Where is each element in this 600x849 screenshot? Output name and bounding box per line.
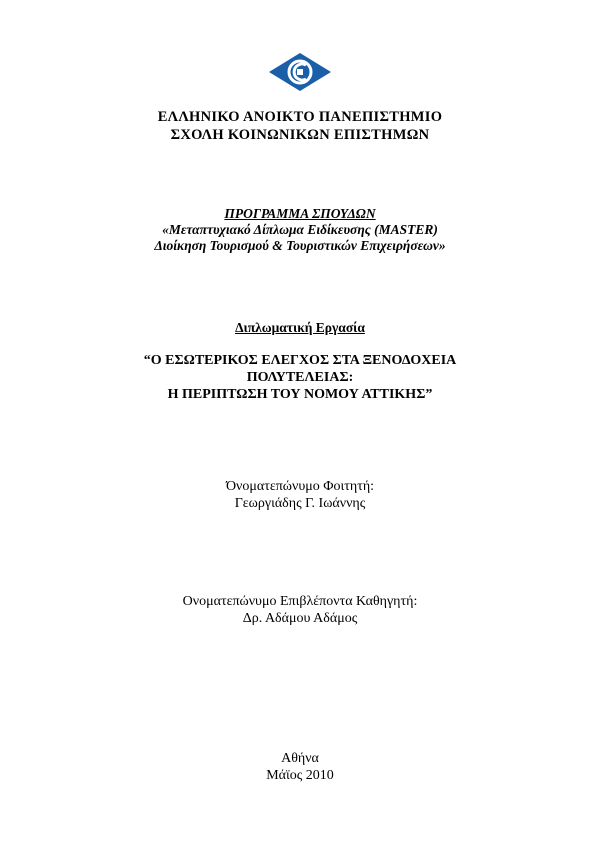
- program-line-2: Διοίκηση Τουρισμού & Τουριστικών Επιχειρήσεων»: [154, 238, 446, 253]
- supervisor-label: Ονοματεπώνυμο Επιβλέποντα Καθηγητή:: [182, 594, 418, 609]
- supervisor-name: Δρ. Αδάμου Αδάμος: [242, 611, 358, 626]
- student-name: Γεωργιάδης Γ. Ιωάννης: [234, 496, 366, 511]
- student-label: Όνοματεπώνυμο Φοιτητή:: [225, 479, 375, 494]
- program-line-1: «Μεταπτυχιακό Δίπλωμα Ειδίκευσης (MASTER): [162, 222, 438, 237]
- thesis-title-line-2: ΠΟΛΥΤΕΛΕΙΑΣ:: [246, 370, 354, 385]
- thesis-label: Διπλωματική Εργασία: [235, 320, 365, 335]
- university-header: [0, 108, 600, 144]
- thesis-title: [0, 352, 600, 403]
- school-name: ΣΧΟΛΗ ΚΟΙΝΩΝΙΚΩΝ ΕΠΙΣΤΗΜΩΝ: [170, 127, 430, 143]
- university-logo-icon: [268, 52, 332, 92]
- supervisor-section: [0, 593, 600, 627]
- program-heading: ΠΡΟΓΡΑΜΜΑ ΣΠΟΥΔΩΝ: [224, 206, 376, 221]
- thesis-title-line-1: “Ο ΕΣΩΤΕΡΙΚΟΣ ΕΛΕΓΧΟΣ ΣΤΑ ΞΕΝΟΔΟΧΕΙΑ: [143, 353, 457, 368]
- city: Αθήνα: [281, 751, 319, 766]
- student-section: [0, 478, 600, 512]
- thesis-title-line-3: Η ΠΕΡΙΠΤΩΣΗ ΤΟΥ ΝΟΜΟΥ ΑΤΤΙΚΗΣ”: [167, 387, 433, 402]
- place-date-section: [0, 750, 600, 784]
- program-section: [0, 206, 600, 254]
- university-name: ΕΛΛΗΝΙΚΟ ΑΝΟΙΚΤΟ ΠΑΝΕΠΙΣΤΗΜΙΟ: [157, 109, 443, 125]
- date: Μάϊος 2010: [266, 768, 334, 783]
